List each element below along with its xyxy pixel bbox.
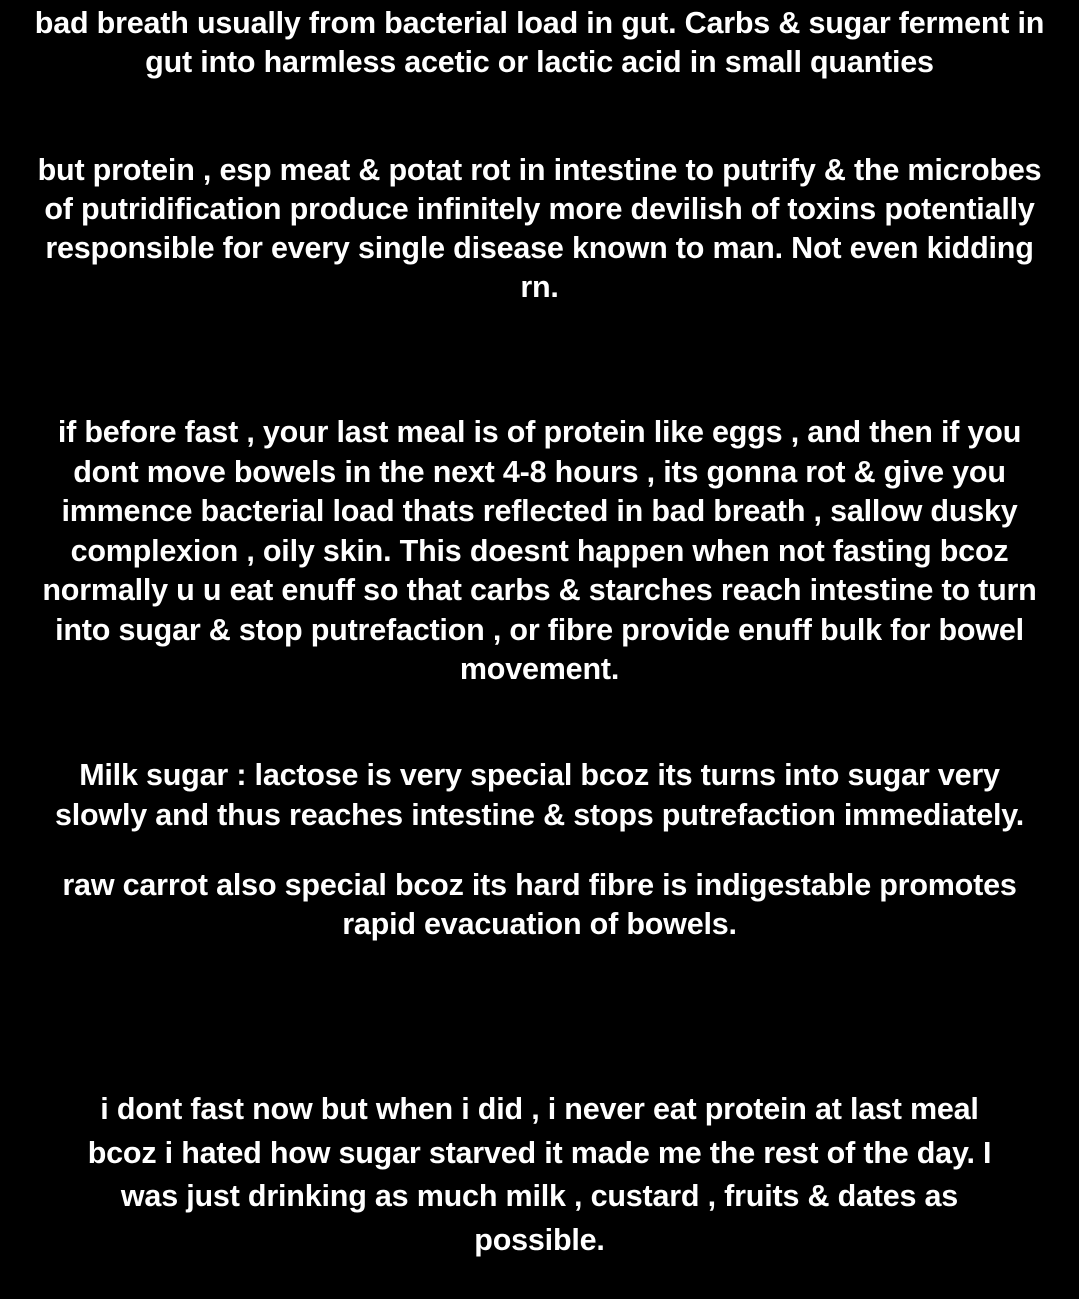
paragraph-protein-putrefaction: but protein , esp meat & potat rot in intestine to putrify & the microbes of putridification produce infinitely more devilish of toxins potentially responsible for every single disease known to man. Not even kidding rn. xyxy=(37,152,1042,304)
paragraph-bad-breath: bad breath usually from bacterial load in gut. Carbs & sugar ferment in gut into harmless acetic or lactic acid in small quanties xyxy=(34,6,1045,79)
paragraph-fasting-last-meal: if before fast , your last meal is of protein like eggs , and then if you dont move bowels in the next 4-8 hours , its gonna rot & give you immence bacterial load thats reflected in bad breath , sallow dusky complexion , oily skin. This doesnt happen when not fasting bcoz normally u u eat enuff so that carbs & starches reach intestine to turn into sugar & stop putrefaction , or fibre provide enuff bulk for bowel movement. xyxy=(42,415,1037,686)
paragraph-milk-sugar: Milk sugar : lactose is very special bcoz its turns into sugar very slowly and thus reaches intestine & stops putrefaction immediately. xyxy=(54,758,1025,832)
paragraph-raw-carrot: raw carrot also special bcoz its hard fibre is indigestable promotes rapid evacuation of bowels. xyxy=(62,867,1017,941)
paragraph-personal-note: i dont fast now but when i did , i never eat protein at last meal bcoz i hated how sugar starved it made me the rest of the day. I was just drinking as much milk , custard , fruits & dates as possible. xyxy=(87,1092,992,1257)
